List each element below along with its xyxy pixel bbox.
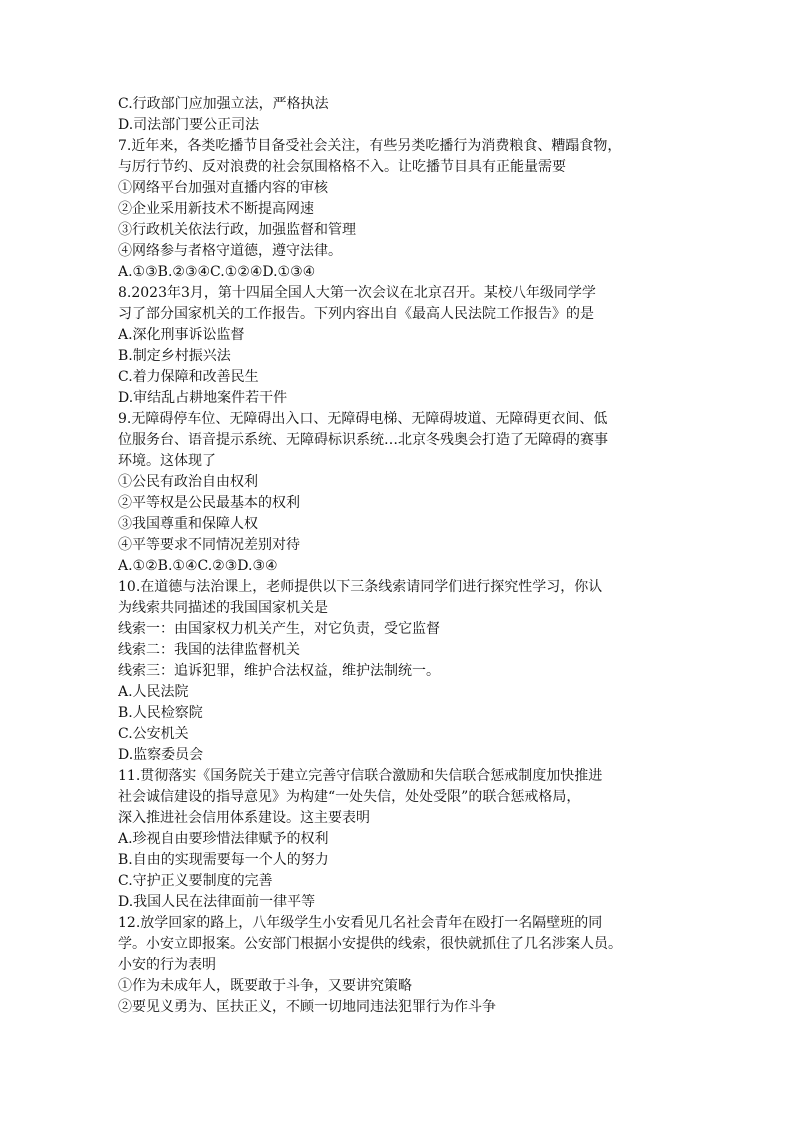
text-line: A.珍视自由要珍惜法律赋予的权利 <box>118 831 329 847</box>
text-line: C.公安机关 <box>118 726 189 742</box>
text-line: B.自由的实现需要每一个人的努力 <box>118 852 329 868</box>
text-line: 学。小安立即报案。公安部门根据小安提供的线索，很快就抓住了几名涉案人员。 <box>118 936 622 952</box>
text-line: ③我国尊重和保障人权 <box>118 516 258 532</box>
text-line: ④平等要求不同情况差别对待 <box>118 537 300 553</box>
text-line: ②要见义勇为、匡扶正义，不顾一切地同违法犯罪行为作斗争 <box>118 999 496 1015</box>
document-page <box>118 94 684 1018</box>
text-line: 社会诚信建设的指导意见》为构建“一处失信，处处受限”的联合惩戒格局， <box>118 789 581 805</box>
text-line: ①作为未成年人，既要敢于斗争，又要讲究策略 <box>118 978 412 994</box>
text-line: D.司法部门要公正司法 <box>118 117 260 133</box>
text-line: C.着力保障和改善民生 <box>118 369 259 385</box>
question-12-stem: 12.放学回家的路上，八年级学生小安看见几名社会青年在殴打一名隔壁班的同 <box>118 915 603 931</box>
text-line: 线索三：追诉犯罪，维护合法权益，维护法制统一。 <box>118 663 440 679</box>
text-line: D.监察委员会 <box>118 747 204 763</box>
text-line: B.人民检察院 <box>118 705 203 721</box>
answer-options: A.①②B.①④C.②③D.③④ <box>118 558 278 574</box>
text-line: D.我国人民在法律面前一律平等 <box>118 894 316 910</box>
question-11-stem: 11.贯彻落实《国务院关于建立完善守信联合激励和失信联合惩戒制度加快推进 <box>118 768 603 784</box>
text-line: 环境。这体现了 <box>118 453 216 469</box>
text-line: D.审结乱占耕地案件若干件 <box>118 390 288 406</box>
text-line: 线索二：我国的法律监督机关 <box>118 642 300 658</box>
text-line: ①公民有政治自由权利 <box>118 474 258 490</box>
text-line: 小安的行为表明 <box>118 957 216 973</box>
text-line: 位服务台、语音提示系统、无障碍标识系统…北京冬残奥会打造了无障碍的赛事 <box>118 432 608 448</box>
text-line: ③行政机关依法行政，加强监督和管理 <box>118 222 356 238</box>
question-8-stem: 8.2023年3月，第十四届全国人大第一次会议在北京召开。某校八年级同学学 <box>118 285 596 301</box>
text-line: 深入推进社会信用体系建设。这主要表明 <box>118 810 370 826</box>
text-line: 为线索共同描述的我国国家机关是 <box>118 600 328 616</box>
text-line: ①网络平台加强对直播内容的审核 <box>118 180 328 196</box>
question-10-stem: 10.在道德与法治课上，老师提供以下三条线索请同学们进行探究性学习，你认 <box>118 579 603 595</box>
text-line: A.深化刑事诉讼监督 <box>118 327 245 343</box>
text-line: B.制定乡村振兴法 <box>118 348 231 364</box>
text-line: ④网络参与者格守道德，遵守法律。 <box>118 243 342 259</box>
answer-options: A.①③B.②③④C.①②④D.①③④ <box>118 264 316 280</box>
text-line: 习了部分国家机关的工作报告。下列内容出自《最高人民法院工作报告》的是 <box>118 306 594 322</box>
text-line: C.守护正义要制度的完善 <box>118 873 273 889</box>
text-line: ②企业采用新技术不断提高网速 <box>118 201 314 217</box>
text-line: ②平等权是公民最基本的权利 <box>118 495 300 511</box>
question-7-stem: 7.近年来，各类吃播节目备受社会关注，有些另类吃播行为消费粮食、糟蹋食物， <box>118 138 622 154</box>
question-9-stem: 9.无障碍停车位、无障碍出入口、无障碍电梯、无障碍坡道、无障碍更衣间、低 <box>118 411 608 427</box>
text-line: C.行政部门应加强立法，严格执法 <box>118 96 329 112</box>
text-line: 与厉行节约、反对浪费的社会氛围格格不入。让吃播节目具有正能量需要 <box>118 159 566 175</box>
text-line: A.人民法院 <box>118 684 189 700</box>
text-line: 线索一：由国家权力机关产生，对它负责，受它监督 <box>118 621 440 637</box>
